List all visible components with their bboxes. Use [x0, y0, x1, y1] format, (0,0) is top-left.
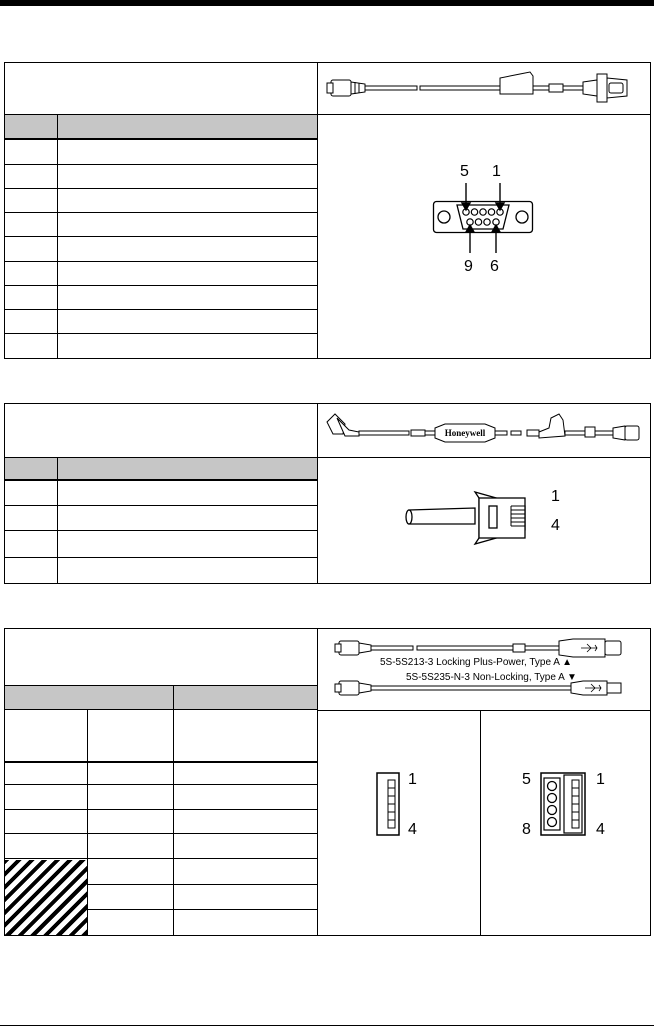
usb-locking-caption: 5S-5S213-3 Locking Plus-Power, Type A ▲ — [380, 657, 573, 668]
table-row — [4, 189, 318, 213]
table-row — [4, 165, 318, 189]
usb-cables-image — [325, 633, 645, 705]
usb-a-pin-1-label: 1 — [408, 771, 417, 788]
table-row — [4, 834, 318, 859]
table-row — [87, 885, 318, 910]
table-row — [4, 213, 318, 237]
usb-group-header-left — [4, 685, 174, 710]
wedge-cable-image — [325, 410, 645, 450]
usb-pp-pin-8-label: 8 — [522, 821, 531, 838]
page-bottom-rule — [0, 1025, 654, 1026]
honeywell-logo: Honeywell — [444, 428, 486, 438]
usb-pp-pin-4-label: 4 — [596, 821, 605, 838]
db9-pin-9-label: 9 — [464, 258, 473, 275]
table-row — [4, 140, 318, 165]
usb-non-locking-caption: 5S-5S235-N-3 Non-Locking, Type A ▼ — [406, 672, 577, 683]
table-row — [87, 859, 318, 885]
table-row — [4, 763, 318, 785]
table-row — [4, 506, 318, 531]
usb-pp-pin-5-label: 5 — [522, 771, 531, 788]
modular-plug-icon — [405, 488, 545, 558]
usb-image-rule — [317, 710, 651, 711]
db9-pin-1-label: 1 — [492, 163, 501, 180]
table-row — [4, 237, 318, 262]
usb-group-header-right — [173, 685, 318, 710]
serial-cable-image — [325, 68, 645, 110]
usb-type-a-connector-icon — [376, 772, 400, 836]
usb-image-col-divider — [480, 710, 481, 936]
page-top-rule — [0, 0, 654, 6]
usb-pp-pin-1-label: 1 — [596, 771, 605, 788]
usb-na-hatched-cell — [5, 860, 87, 935]
wedge-column-header — [4, 457, 318, 481]
table-row — [4, 481, 318, 506]
wedge-pin-4-label: 4 — [551, 517, 560, 534]
table-row — [4, 810, 318, 834]
table-row — [4, 785, 318, 810]
db9-pin-6-label: 6 — [490, 258, 499, 275]
db9-pin-arrows — [460, 183, 510, 253]
serial-column-header — [4, 114, 318, 140]
usb-a-pin-4-label: 4 — [408, 821, 417, 838]
table-row — [4, 262, 318, 286]
table-row — [4, 310, 318, 334]
db9-pin-5-label: 5 — [460, 163, 469, 180]
usb-plus-power-connector-icon — [540, 772, 586, 836]
wedge-pin-1-label: 1 — [551, 488, 560, 505]
table-row — [4, 531, 318, 558]
table-row — [4, 286, 318, 310]
